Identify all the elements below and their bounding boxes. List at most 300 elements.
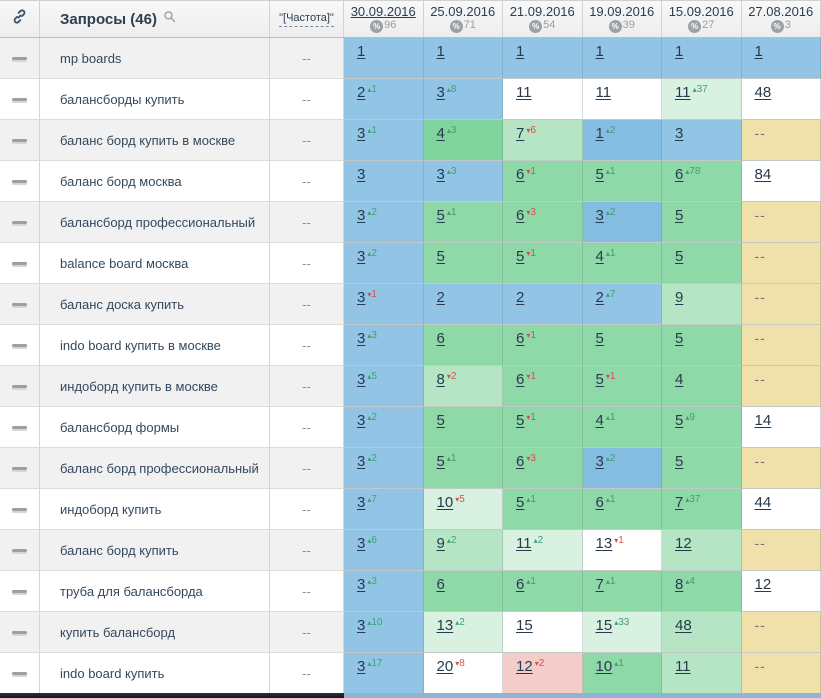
position-cell	[662, 571, 742, 612]
position-cell	[583, 448, 663, 489]
drag-handle-icon[interactable]	[12, 303, 27, 306]
keyword-link[interactable]: балансборды купить	[60, 91, 185, 107]
date-column-header[interactable]	[583, 1, 663, 37]
position-link[interactable]: 3	[357, 453, 366, 470]
position-link[interactable]: 6	[516, 453, 525, 470]
position-cell	[742, 571, 821, 612]
position-link[interactable]: 1	[436, 43, 445, 60]
table-row	[0, 202, 821, 243]
position-link[interactable]: 13	[436, 617, 454, 634]
row-drag-cell	[0, 120, 40, 161]
drag-handle-icon[interactable]	[12, 262, 27, 265]
delta-up-icon: ▴	[367, 495, 372, 504]
position-delta: ▴3	[367, 330, 377, 341]
drag-handle-icon[interactable]	[12, 590, 27, 593]
frequency-value: --	[302, 214, 311, 230]
delta-down-icon: ▾	[526, 208, 531, 217]
position-delta: ▴2	[605, 207, 616, 218]
table-row	[0, 489, 821, 530]
position-link[interactable]: 6	[436, 330, 445, 347]
frequency-cell	[270, 612, 344, 653]
position-cell	[742, 448, 821, 489]
no-position-value: --	[754, 617, 766, 633]
drag-handle-icon[interactable]	[12, 426, 27, 429]
position-delta: ▴6	[367, 535, 377, 546]
delta-up-icon: ▴	[526, 577, 531, 586]
date-label[interactable]: 25.09.2016	[430, 4, 496, 19]
table-row	[0, 120, 821, 161]
delta-up-icon: ▴	[446, 208, 451, 217]
table-row	[0, 448, 821, 489]
date-column-header[interactable]	[742, 1, 821, 37]
keyword-link[interactable]: индоборд купить	[60, 501, 162, 517]
position-cell	[583, 571, 663, 612]
position-link[interactable]: 5	[675, 453, 684, 470]
position-cell	[424, 407, 504, 448]
drag-handle-icon[interactable]	[12, 672, 27, 675]
position-cell	[424, 489, 504, 530]
position-cell	[503, 120, 583, 161]
position-link[interactable]: 11	[675, 658, 691, 675]
position-cell	[344, 243, 424, 284]
position-link[interactable]: 44	[754, 494, 772, 511]
frequency-value: --	[302, 665, 311, 681]
position-cell	[583, 489, 663, 530]
position-link[interactable]: 1	[357, 43, 366, 60]
position-link[interactable]: 4	[675, 371, 684, 388]
position-cell	[583, 325, 663, 366]
date-column-header[interactable]	[503, 1, 583, 37]
keyword-cell	[40, 448, 270, 489]
delta-up-icon: ▴	[446, 536, 451, 545]
position-cell	[344, 407, 424, 448]
row-drag-cell	[0, 325, 40, 366]
delta-up-icon: ▴	[367, 454, 372, 463]
position-cell	[344, 120, 424, 161]
table-row	[0, 407, 821, 448]
position-cell	[742, 161, 821, 202]
position-cell	[424, 202, 504, 243]
scrollbar-left-segment	[0, 693, 344, 698]
position-link[interactable]: 10	[436, 494, 454, 511]
delta-up-icon: ▴	[685, 495, 690, 504]
keyword-link[interactable]: балансборд формы	[60, 419, 180, 435]
delta-up-icon: ▴	[614, 659, 619, 668]
date-label[interactable]: 21.09.2016	[509, 4, 575, 19]
position-link[interactable]: 6	[516, 330, 525, 347]
position-cell	[662, 161, 742, 202]
position-delta: ▴7	[367, 494, 377, 505]
position-delta: ▴5	[367, 371, 377, 382]
no-position-value: --	[754, 453, 766, 469]
no-position-value: --	[754, 658, 766, 674]
position-delta: ▾6	[526, 125, 536, 136]
delta-up-icon: ▴	[367, 618, 372, 627]
table-row	[0, 161, 821, 202]
frequency-label[interactable]: "[Частота]"	[279, 12, 334, 27]
table-row	[0, 653, 821, 694]
position-link[interactable]: 3	[595, 453, 604, 470]
keyword-link[interactable]: индоборд купить в москве	[60, 378, 218, 394]
frequency-cell	[270, 243, 344, 284]
position-cell	[662, 120, 742, 161]
position-link[interactable]: 3	[436, 166, 445, 183]
drag-handle-icon[interactable]	[12, 98, 27, 101]
position-cell	[424, 612, 504, 653]
frequency-value: --	[302, 255, 311, 271]
position-link[interactable]: 48	[754, 84, 772, 101]
position-cell	[344, 571, 424, 612]
position-link[interactable]: 4	[595, 412, 604, 429]
position-cell	[503, 612, 583, 653]
position-cell	[583, 38, 663, 79]
position-link[interactable]: 2	[357, 84, 366, 101]
position-link[interactable]: 20	[436, 658, 454, 675]
position-cell	[344, 202, 424, 243]
position-link[interactable]: 9	[675, 289, 684, 306]
position-link[interactable]: 5	[516, 494, 525, 511]
position-delta: ▴2	[605, 453, 616, 464]
position-cell	[662, 79, 742, 120]
frequency-value: --	[302, 337, 311, 353]
delta-down-icon: ▾	[455, 495, 460, 504]
keyword-cell	[40, 243, 270, 284]
position-cell	[344, 530, 424, 571]
no-position-value: --	[754, 248, 766, 264]
frequency-cell	[270, 366, 344, 407]
date-label[interactable]: 15.09.2016	[668, 4, 734, 19]
position-link[interactable]: 1	[754, 43, 763, 60]
position-delta: ▴1	[446, 453, 457, 464]
position-link[interactable]: 3	[357, 166, 366, 183]
keyword-link[interactable]: баланс борд купить в москве	[60, 132, 236, 148]
percent-icon: %	[370, 20, 383, 33]
keyword-cell	[40, 366, 270, 407]
position-delta: ▾1	[526, 412, 536, 423]
drag-handle-icon[interactable]	[12, 631, 27, 634]
row-drag-cell	[0, 366, 40, 407]
no-position-value: --	[754, 289, 766, 305]
position-cell	[662, 489, 742, 530]
delta-up-icon: ▴	[605, 495, 610, 504]
position-link[interactable]: 1	[595, 43, 604, 60]
frequency-cell	[270, 202, 344, 243]
position-link[interactable]: 3	[357, 207, 366, 224]
delta-down-icon: ▾	[526, 454, 531, 463]
position-link[interactable]: 12	[754, 576, 772, 593]
position-delta: ▴1	[614, 658, 624, 669]
keyword-cell	[40, 571, 270, 612]
position-delta: ▴3	[446, 125, 457, 136]
position-link[interactable]: 1	[516, 43, 525, 60]
position-cell	[424, 120, 504, 161]
position-cell	[503, 284, 583, 325]
position-cell	[742, 284, 821, 325]
position-cell	[662, 243, 742, 284]
position-link[interactable]: 14	[754, 412, 772, 429]
position-link[interactable]: 3	[357, 535, 366, 552]
position-cell	[742, 325, 821, 366]
position-delta: ▾3	[526, 453, 536, 464]
position-delta: ▴2	[455, 617, 465, 628]
position-cell	[742, 38, 821, 79]
position-link[interactable]: 3	[357, 371, 366, 388]
position-cell	[742, 407, 821, 448]
position-cell	[424, 366, 504, 407]
position-link[interactable]: 2	[516, 289, 525, 306]
position-link[interactable]: 10	[595, 658, 613, 675]
delta-down-icon: ▾	[526, 331, 531, 340]
delta-up-icon: ▴	[605, 126, 610, 135]
position-delta: ▴1	[526, 576, 536, 587]
delta-down-icon: ▾	[614, 536, 619, 545]
visibility-stat	[370, 20, 396, 33]
position-link[interactable]: 5	[595, 371, 604, 388]
drag-handle-icon[interactable]	[12, 467, 27, 470]
position-cell	[424, 530, 504, 571]
position-cell	[503, 325, 583, 366]
position-link[interactable]: 5	[436, 207, 445, 224]
delta-up-icon: ▴	[367, 659, 372, 668]
drag-handle-icon[interactable]	[12, 385, 27, 388]
position-cell	[503, 366, 583, 407]
delta-up-icon: ▴	[455, 618, 460, 627]
search-icon[interactable]	[163, 10, 176, 28]
delta-up-icon: ▴	[605, 208, 610, 217]
position-delta: ▴37	[692, 84, 708, 95]
position-link[interactable]: 6	[436, 576, 445, 593]
delta-up-icon: ▴	[685, 167, 690, 176]
position-link[interactable]: 1	[595, 125, 604, 142]
drag-handle-icon[interactable]	[12, 57, 27, 60]
frequency-value: --	[302, 624, 311, 640]
position-link[interactable]: 11	[516, 84, 532, 101]
position-link[interactable]: 3	[357, 248, 366, 265]
percent-icon: %	[609, 20, 622, 33]
delta-up-icon: ▴	[526, 495, 531, 504]
position-cell	[662, 407, 742, 448]
bottom-scrollbar[interactable]	[0, 693, 821, 698]
date-column-header[interactable]	[424, 1, 504, 37]
position-link[interactable]: 5	[675, 412, 684, 429]
position-link[interactable]: 48	[675, 617, 692, 634]
position-link[interactable]: 5	[436, 412, 445, 429]
position-delta: ▴2	[533, 535, 544, 546]
keyword-link[interactable]: баланс доска купить	[60, 296, 184, 312]
position-link[interactable]: 8	[675, 576, 684, 593]
delta-up-icon: ▴	[692, 85, 697, 94]
frequency-value: --	[302, 173, 311, 189]
position-link[interactable]: 6	[595, 494, 604, 511]
position-link[interactable]: 3	[357, 330, 366, 347]
position-link[interactable]: 13	[595, 535, 613, 552]
drag-handle-icon[interactable]	[12, 549, 27, 552]
position-link[interactable]: 6	[516, 371, 525, 388]
position-cell	[424, 79, 504, 120]
frequency-cell	[270, 448, 344, 489]
position-link[interactable]: 4	[595, 248, 604, 265]
delta-down-icon: ▾	[526, 413, 531, 422]
delta-down-icon: ▾	[534, 659, 539, 668]
position-delta: ▾1	[526, 371, 536, 382]
keyword-cell	[40, 530, 270, 571]
keyword-cell	[40, 612, 270, 653]
position-link[interactable]: 84	[754, 166, 772, 183]
keyword-link[interactable]: балансборд профессиональный	[60, 214, 256, 230]
position-link[interactable]: 3	[357, 576, 366, 593]
keyword-link[interactable]: mp boards	[60, 50, 122, 66]
row-drag-cell	[0, 243, 40, 284]
position-link[interactable]: 3	[675, 125, 684, 142]
queries-column-header[interactable]	[40, 1, 270, 37]
position-link[interactable]: 5	[675, 330, 684, 347]
position-cell	[662, 612, 742, 653]
visibility-stat	[529, 20, 555, 33]
frequency-cell	[270, 530, 344, 571]
position-link[interactable]: 3	[357, 494, 366, 511]
date-label[interactable]: 30.09.2016	[350, 4, 416, 19]
position-link[interactable]: 5	[595, 330, 604, 347]
position-delta: ▴1	[367, 84, 377, 95]
date-column-header[interactable]	[662, 1, 742, 37]
position-link[interactable]: 2	[595, 289, 604, 306]
position-link[interactable]: 5	[436, 248, 445, 265]
position-cell	[503, 571, 583, 612]
keyword-cell	[40, 489, 270, 530]
position-link[interactable]: 3	[357, 289, 366, 306]
position-link[interactable]: 12	[675, 535, 692, 552]
position-cell	[583, 202, 663, 243]
position-link[interactable]: 3	[357, 658, 366, 675]
position-link[interactable]: 7	[675, 494, 684, 511]
position-link[interactable]: 15	[516, 617, 533, 634]
position-link[interactable]: 5	[436, 453, 445, 470]
date-column-header[interactable]	[344, 1, 424, 37]
keyword-link[interactable]: купить балансборд	[60, 624, 176, 640]
position-link[interactable]: 4	[436, 125, 445, 142]
position-link[interactable]: 3	[436, 84, 445, 101]
position-link[interactable]: 8	[436, 371, 445, 388]
position-cell	[344, 161, 424, 202]
position-link[interactable]: 9	[436, 535, 445, 552]
position-link[interactable]: 12	[516, 658, 533, 675]
position-link[interactable]: 3	[357, 412, 366, 429]
keyword-link[interactable]: баланс борд москва	[60, 173, 182, 189]
keyword-link[interactable]: balance board москва	[60, 255, 189, 271]
position-link[interactable]: 3	[357, 125, 366, 142]
keyword-link[interactable]: indo board купить в москве	[60, 337, 221, 353]
row-drag-cell	[0, 38, 40, 79]
delta-down-icon: ▾	[526, 372, 531, 381]
position-link[interactable]: 3	[357, 617, 366, 634]
keyword-link[interactable]: баланс борд профессиональный	[60, 460, 259, 476]
keyword-cell	[40, 653, 270, 694]
frequency-cell	[270, 79, 344, 120]
keyword-link[interactable]: труба для балансборда	[60, 583, 203, 599]
position-link[interactable]: 11	[675, 84, 691, 101]
position-link[interactable]: 6	[516, 207, 525, 224]
delta-up-icon: ▴	[605, 454, 610, 463]
position-link[interactable]: 2	[436, 289, 445, 306]
frequency-column-header[interactable]	[270, 1, 344, 37]
position-delta: ▴3	[446, 166, 457, 177]
delta-up-icon: ▴	[446, 454, 451, 463]
position-link[interactable]: 5	[516, 412, 525, 429]
position-cell	[424, 325, 504, 366]
delta-up-icon: ▴	[605, 249, 610, 258]
drag-handle-icon[interactable]	[12, 508, 27, 511]
delta-up-icon: ▴	[605, 413, 610, 422]
position-link[interactable]: 5	[516, 248, 525, 265]
keyword-link[interactable]: indo board купить	[60, 665, 165, 681]
keyword-cell	[40, 79, 270, 120]
drag-handle-icon[interactable]	[12, 180, 27, 183]
position-cell	[344, 653, 424, 694]
drag-handle-icon[interactable]	[12, 344, 27, 347]
position-link[interactable]: 7	[516, 125, 525, 142]
position-delta: ▴2	[367, 453, 377, 464]
position-link[interactable]: 11	[516, 535, 532, 552]
keyword-link[interactable]: баланс борд купить	[60, 542, 179, 558]
frequency-cell	[270, 489, 344, 530]
drag-handle-icon[interactable]	[12, 221, 27, 224]
position-link[interactable]: 15	[595, 617, 613, 634]
position-link[interactable]: 5	[595, 166, 604, 183]
table-row	[0, 530, 821, 571]
position-link[interactable]: 1	[675, 43, 684, 60]
frequency-value: --	[302, 419, 311, 435]
position-delta: ▴1	[605, 494, 616, 505]
visibility-stat	[609, 20, 635, 33]
position-delta: ▴2	[367, 207, 377, 218]
frequency-cell	[270, 284, 344, 325]
delta-up-icon: ▴	[367, 331, 372, 340]
table-body	[0, 38, 821, 694]
row-drag-cell	[0, 284, 40, 325]
position-cell	[583, 79, 663, 120]
link-column-header[interactable]	[0, 1, 40, 37]
position-link[interactable]: 5	[675, 207, 684, 224]
position-cell	[424, 38, 504, 79]
visibility-value: 54	[543, 19, 556, 31]
position-link[interactable]: 5	[675, 248, 684, 265]
position-link[interactable]: 6	[516, 166, 525, 183]
delta-up-icon: ▴	[685, 577, 690, 586]
position-cell	[424, 161, 504, 202]
position-delta: ▴2	[367, 412, 377, 423]
frequency-cell	[270, 38, 344, 79]
position-cell	[583, 120, 663, 161]
position-cell	[503, 530, 583, 571]
drag-handle-icon[interactable]	[12, 139, 27, 142]
position-link[interactable]: 3	[595, 207, 604, 224]
frequency-value: --	[302, 91, 311, 107]
position-link[interactable]: 11	[595, 84, 612, 101]
date-label[interactable]: 27.08.2016	[748, 4, 814, 19]
position-link[interactable]: 6	[516, 576, 525, 593]
visibility-value: 71	[463, 19, 476, 31]
position-cell	[583, 284, 663, 325]
position-link[interactable]: 7	[595, 576, 604, 593]
no-position-value: --	[754, 330, 766, 346]
delta-up-icon: ▴	[446, 167, 451, 176]
table-row	[0, 571, 821, 612]
date-label[interactable]: 19.09.2016	[589, 4, 655, 19]
position-delta: ▾2	[446, 371, 457, 382]
position-cell	[583, 407, 663, 448]
table-row	[0, 284, 821, 325]
position-link[interactable]: 6	[675, 166, 684, 183]
